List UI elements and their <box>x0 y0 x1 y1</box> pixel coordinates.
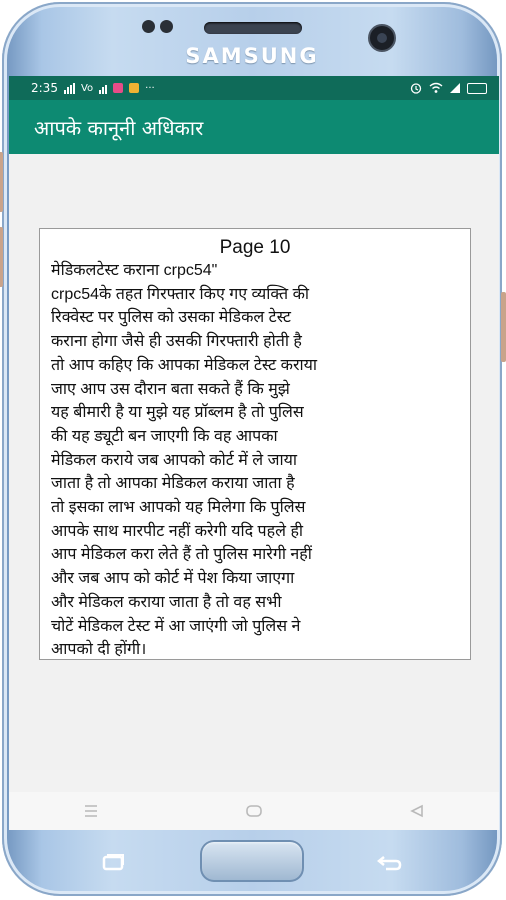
page-line: आप मेडिकल करा लेते हैं तो पुलिस मारेगी नहीं <box>51 546 312 564</box>
page-line: चोटें मेडिकल टेस्ट में आ जाएंगी जो पुलिस ने <box>51 617 301 635</box>
status-bar <box>9 76 499 100</box>
recent-apps-icon[interactable] <box>71 799 111 823</box>
app-bar <box>9 100 499 154</box>
page-line: मेडिकलटेस्ट कराना crpc54" <box>51 262 218 279</box>
bixby-button <box>0 227 3 287</box>
page-card <box>39 228 471 660</box>
app-bar-title: आपके कानूनी अधिकार <box>34 115 204 140</box>
page-line: तो आप कहिए कि आपका मेडिकल टेस्ट कराया <box>51 356 318 374</box>
signal-2-icon <box>99 83 107 94</box>
status-time: 2:35 <box>31 81 58 95</box>
alarm-icon <box>409 82 423 94</box>
page-line: आपके साथ मारपीट नहीं करेगी यदि पहले ही <box>51 522 304 540</box>
notification-app-icon <box>113 83 123 93</box>
page-body <box>51 259 462 662</box>
earpiece-speaker <box>204 22 302 34</box>
back-icon[interactable] <box>397 799 437 823</box>
notification-app-2-icon <box>129 83 139 93</box>
phone-frame <box>2 2 502 896</box>
battery-icon <box>467 83 487 94</box>
cell-signal-icon <box>449 82 461 94</box>
page-line: यह बीमारी है या मुझे यह प्रॉब्लम है तो पुलिस <box>51 404 304 422</box>
more-notifications-icon: ··· <box>145 82 155 94</box>
page-line: और जब आप को कोर्ट में पेश किया जाएगा <box>51 570 295 588</box>
hardware-home-button[interactable] <box>200 840 304 882</box>
page-line: crpc54के तहत गिरफ्तार किए गए व्यक्ति की <box>51 285 310 303</box>
page-line: तो इसका लाभ आपको यह मिलेगा कि पुलिस <box>51 499 306 517</box>
signal-icon <box>64 83 75 94</box>
hardware-back-key[interactable] <box>374 852 404 872</box>
page-line: मेडिकल कराये जब आपको कोर्ट में ले जाया <box>51 451 298 469</box>
volume-button <box>0 152 3 212</box>
page-line: जाता है तो आपका मेडिकल कराया जाता है <box>51 475 295 493</box>
home-icon[interactable] <box>234 799 274 823</box>
page-title: Page 10 <box>219 237 291 258</box>
bottom-bezel <box>2 830 502 896</box>
brand-logo: SAMSUNG <box>185 44 319 68</box>
hardware-recent-key[interactable] <box>98 852 128 872</box>
page-line: रिक्वेस्ट पर पुलिस को उसका मेडिकल टेस्ट <box>51 309 292 327</box>
page-line: और मेडिकल कराया जाता है तो वह सभी <box>51 593 282 611</box>
page-line: की यह ड्यूटी बन जाएगी कि वह आपका <box>51 427 278 445</box>
power-button <box>501 292 506 362</box>
wifi-icon <box>429 82 443 94</box>
sensor-dots <box>142 20 173 33</box>
page-line: आपको दी होंगी। <box>51 641 147 659</box>
navigation-bar <box>9 792 499 830</box>
volte-label: Vo <box>80 82 94 94</box>
phone-screen <box>9 76 499 830</box>
content-area[interactable] <box>9 154 499 770</box>
page-line: जाए आप उस दौरान बता सकते हैं कि मुझे <box>51 380 290 398</box>
page-line: कराना होगा जैसे ही उसकी गिरफ्तारी होती है <box>51 333 302 351</box>
